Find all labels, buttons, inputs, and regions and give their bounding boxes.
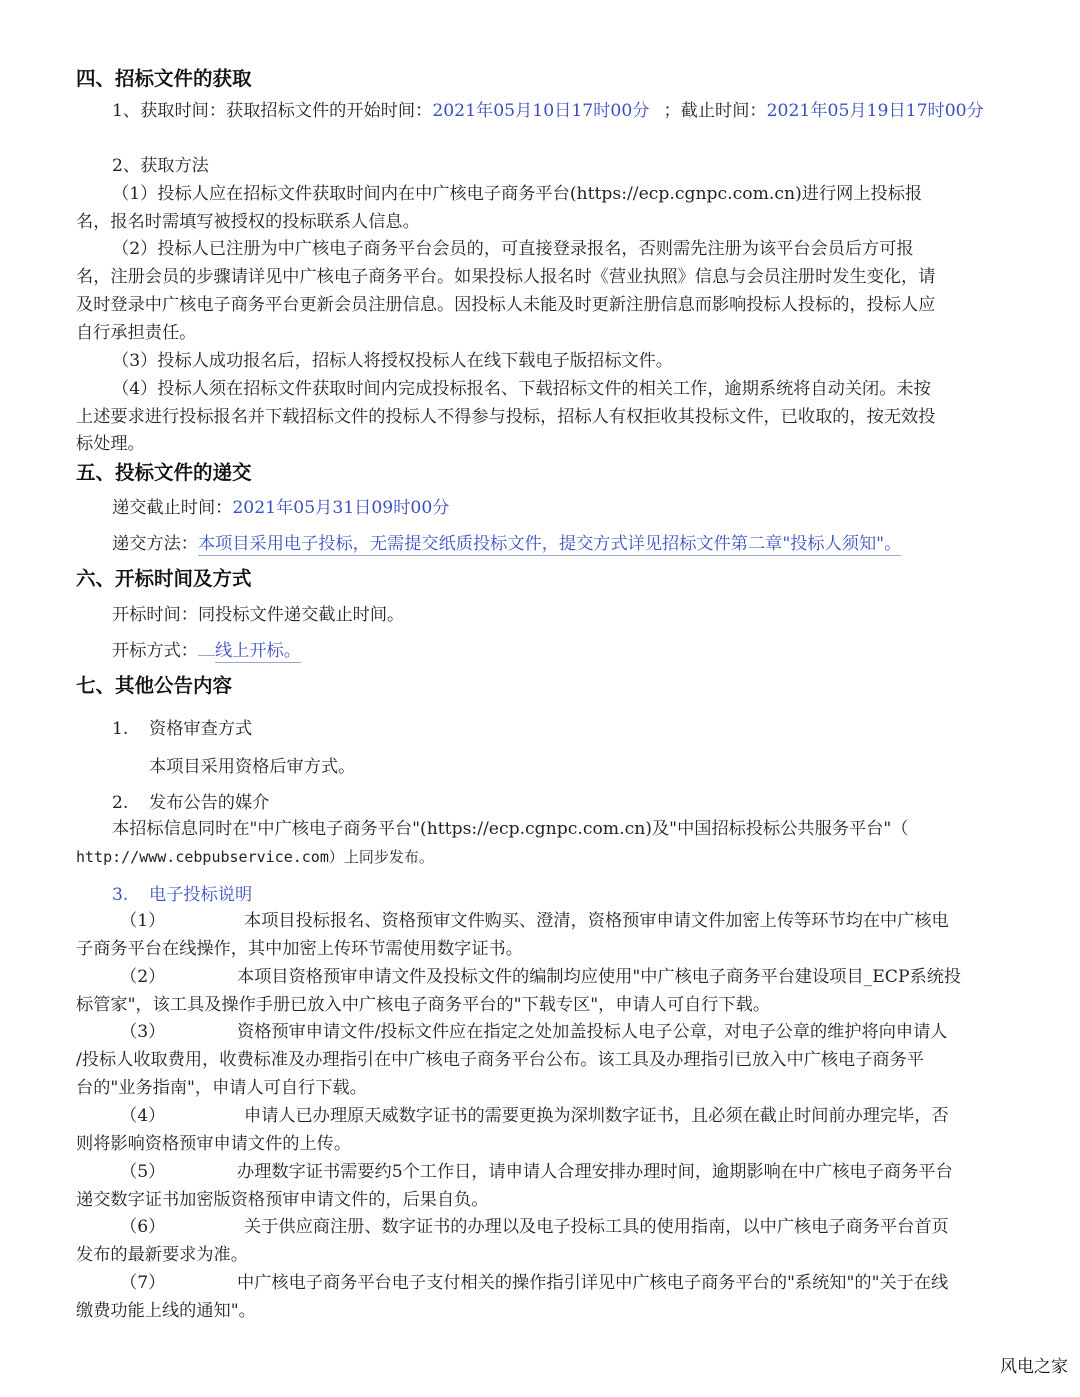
- open-mode: 线上开标。: [214, 641, 301, 661]
- paragraph: （3）投标人成功报名后，招标人将授权投标人在线下载电子版招标文件。: [112, 351, 673, 371]
- item-num: （4）: [120, 1106, 166, 1126]
- item-num: （5）: [120, 1162, 166, 1182]
- item-text: 关于供应商注册、数字证书的办理以及电子投标工具的使用指南，以中广核电子商务平台首页: [244, 1217, 949, 1237]
- item-num: （1）: [120, 911, 166, 931]
- open-time: 同投标文件递交截止时间。: [197, 605, 405, 625]
- paragraph: 名，报名时需填写被授权的投标联系人信息。: [76, 212, 420, 232]
- item-text: 资格预审申请文件/投标文件应在指定之处加盖投标人电子公章，对电子公章的维护将向申请人: [237, 1022, 948, 1042]
- paragraph: 及时登录中广核电子商务平台更新会员注册信息。因投标人未能及时更新注册信息而影响投标人投标的，投标人应: [76, 295, 936, 315]
- acquire-end-time: 2021年05月19日17时00分: [766, 101, 984, 121]
- item-text: 中广核电子商务平台电子支付相关的操作指引详见中广核电子商务平台的"系统知"的"关于在线: [237, 1273, 949, 1293]
- paragraph: （4）投标人须在招标文件获取时间内完成投标报名、下载招标文件的相关工作，逾期系统将自动关闭。未按: [112, 379, 931, 399]
- item-text: 申请人已办理原天威数字证书的需要更换为深圳数字证书，且必须在截止时间前办理完毕，否: [244, 1106, 949, 1126]
- submit-method-label: 递交方法：: [112, 534, 198, 554]
- submit-deadline-label: 递交截止时间：: [112, 498, 233, 518]
- item-text: 则将影响资格预审申请文件的上传。: [76, 1134, 352, 1154]
- s2-num: 2.: [112, 793, 129, 813]
- watermark: 风电之家: [1000, 1357, 1068, 1377]
- paragraph: 上述要求进行投标报名并下载招标文件的投标人不得参与投标，招标人有权拒收其投标文件，已收取的，按无效投: [76, 407, 936, 427]
- acquire-time-prefix: 1、获取时间：获取招标文件的开始时间：: [112, 101, 433, 121]
- acquire-time-line: [112, 100, 984, 122]
- s3-num: 3.: [112, 885, 129, 905]
- paragraph: （1）投标人应在招标文件获取时间内在中广核电子商务平台(https://ecp.cgnpc.com.cn)进行网上投标报: [112, 184, 923, 204]
- item-text: 缴费功能上线的通知"。: [76, 1301, 256, 1321]
- section-4-heading: 四、招标文件的获取: [76, 67, 252, 90]
- s1-body: 本项目采用资格后审方式。: [149, 757, 356, 777]
- submit-deadline: 2021年05月31日09时00分: [232, 498, 450, 518]
- acquire-sep: ；截止时间：: [663, 101, 767, 121]
- paragraph: 自行承担责任。: [76, 323, 197, 343]
- item-text: 递交数字证书加密版资格预审申请文件的，后果自负。: [76, 1190, 489, 1210]
- submit-method: 本项目采用电子投标，无需提交纸质投标文件，提交方式详见招标文件第二章"投标人须知"。: [197, 534, 902, 554]
- paragraph: 标处理。: [76, 434, 145, 454]
- item-text: 本项目资格预审申请文件及投标文件的编制均应使用"中广核电子商务平台建设项目_ECP系统投: [237, 967, 962, 987]
- submit-deadline-line: [112, 497, 450, 519]
- section-5-heading: 五、投标文件的递交: [76, 461, 252, 484]
- item-text: 发布的最新要求为准。: [76, 1245, 248, 1265]
- item-num: （2）: [120, 967, 166, 987]
- paragraph: 名，注册会员的步骤请详见中广核电子商务平台。如果投标人报名时《营业执照》信息与会员注册时发生变化，请: [76, 267, 936, 287]
- paragraph: http://www.cebpubservice.com）上同步发布。: [76, 848, 434, 866]
- s2-title: 发布公告的媒介: [149, 793, 270, 813]
- acquire-start-time: 2021年05月10日17时00分: [432, 101, 650, 121]
- paragraph: （2）投标人已注册为中广核电子商务平台会员的，可直接登录报名，否则需先注册为该平台会员后方可报: [112, 239, 914, 259]
- s3-title: 电子投标说明: [149, 885, 253, 905]
- item-text: 办理数字证书需要约5个工作日，请申请人合理安排办理时间，逾期影响在中广核电子商务平台: [237, 1162, 953, 1182]
- item-text: 台的"业务指南"，申请人可自行下载。: [76, 1078, 367, 1098]
- s1-num: 1.: [112, 719, 129, 739]
- paragraph: 本招标信息同时在"中广核电子商务平台"(https://ecp.cgnpc.com.cn)及"中国招标投标公共服务平台"（: [112, 819, 909, 839]
- acquire-method-title: 2、获取方法: [112, 156, 209, 176]
- item-num: （6）: [120, 1217, 166, 1237]
- open-time-label: 开标时间：: [112, 605, 198, 625]
- item-num: （3）: [120, 1022, 166, 1042]
- item-text: 标管家"，该工具及操作手册已放入中广核电子商务平台的"下载专区"，申请人可自行下载。: [76, 995, 771, 1015]
- item-text: /投标人收取费用，收费标准及办理指引在中广核电子商务平台公布。该工具及办理指引已放入中广核电子商务平: [76, 1050, 924, 1070]
- s1-title: 资格审查方式: [149, 719, 253, 739]
- section-7-heading: 七、其他公告内容: [76, 674, 233, 697]
- item-text: 本项目投标报名、资格预审文件购买、澄清，资格预审申请文件加密上传等环节均在中广核电: [244, 911, 949, 931]
- item-text: 子商务平台在线操作，其中加密上传环节需使用数字证书。: [76, 939, 523, 959]
- open-mode-line: [112, 640, 301, 662]
- submit-method-line: [112, 533, 901, 555]
- open-mode-label: 开标方式：: [112, 641, 198, 661]
- open-time-line: [112, 604, 404, 626]
- section-6-heading: 六、开标时间及方式: [76, 567, 252, 590]
- item-num: （7）: [120, 1273, 166, 1293]
